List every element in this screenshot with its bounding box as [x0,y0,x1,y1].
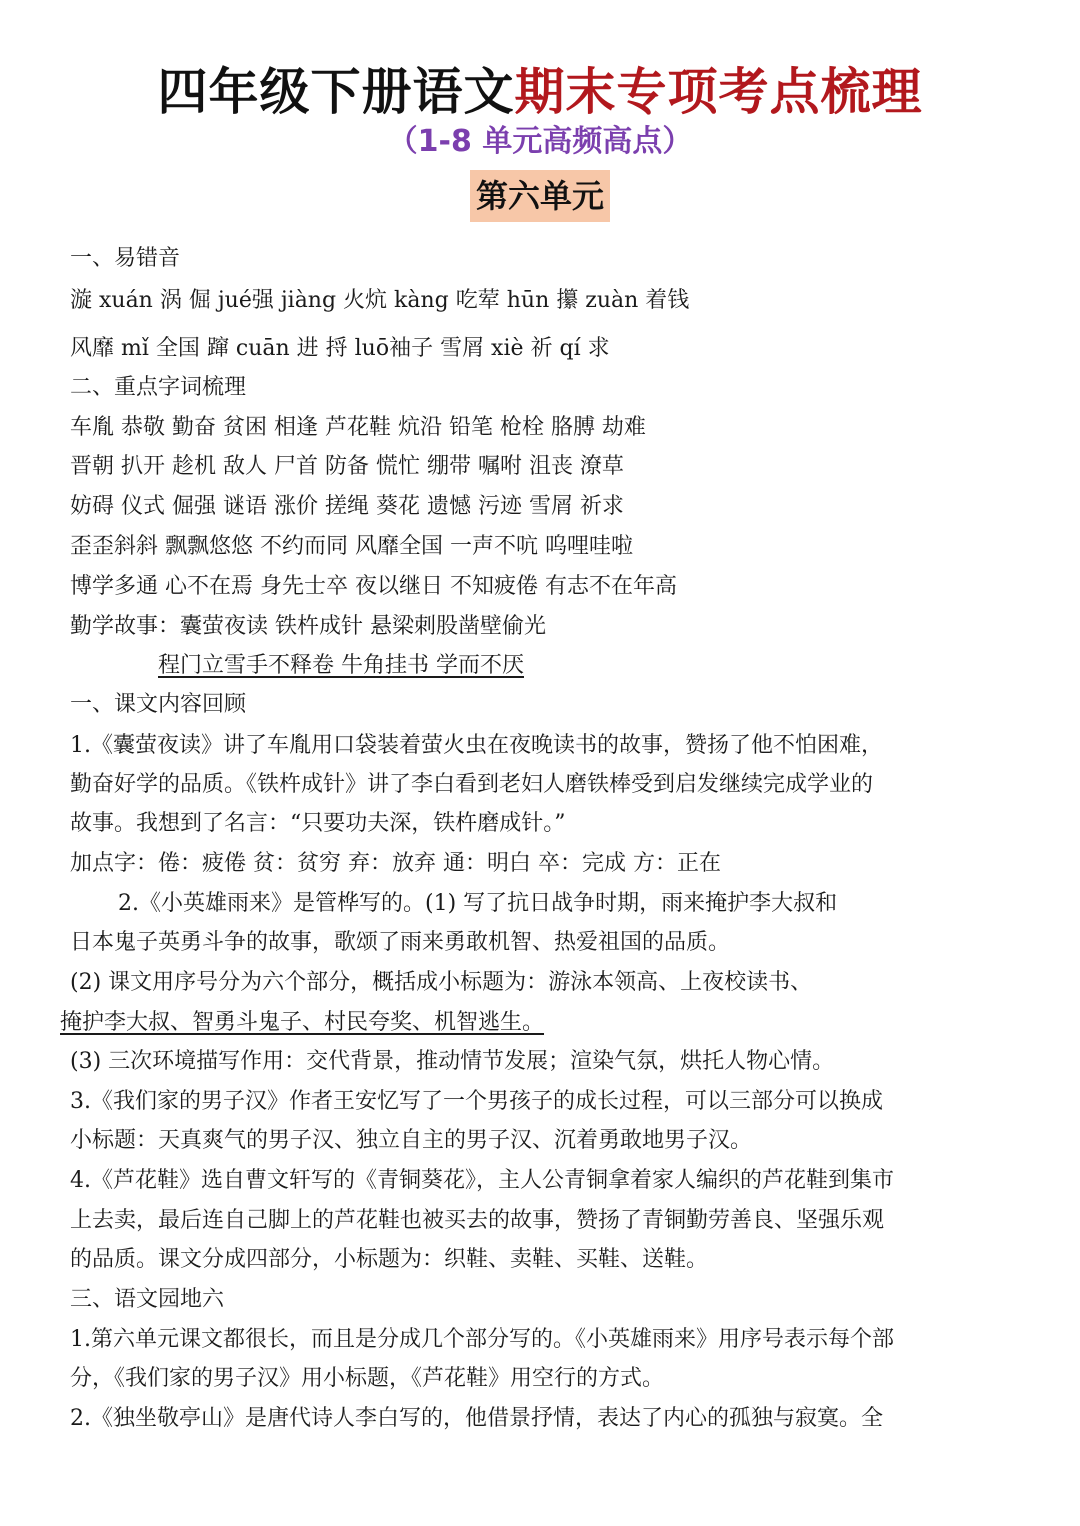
text-line: 一、易错音 [70,246,181,271]
page-title [0,52,1080,124]
text-line: 车胤 恭敬 勤奋 贫困 相逢 芦花鞋 炕沿 铅笔 枪栓 胳膊 劫难 [70,415,646,440]
text-line: 1.第六单元课文都很长，而且是分成几个部分写的。《小英雄雨来》用序号表示每个部 [70,1327,894,1352]
text-line: 1.《囊萤夜读》讲了车胤用口袋装着萤火虫在夜晚读书的故事，赞扬了他不怕困难， [70,733,883,758]
text-line: 上去卖，最后连自己脚上的芦花鞋也被买去的故事，赞扬了青铜勤劳善良、坚强乐观 [70,1208,885,1233]
text-line: 二、重点字词梳理 [70,375,247,400]
title-part-black: 四年级下册语文 [157,63,515,121]
text-line: 小标题：天真爽气的男子汉、独立自主的男子汉、沉着勇敢地男子汉。 [70,1128,753,1153]
text-line: 的品质。课文分成四部分，小标题为：织鞋、卖鞋、买鞋、送鞋。 [70,1247,709,1272]
text-line: 勤学故事：囊萤夜读 铁杵成针 悬梁刺股凿壁偷光 [70,614,546,639]
text-line: 歪歪斜斜 飘飘悠悠 不约而同 风靡全国 一声不吭 呜哩哇啦 [70,534,633,559]
text-line: (3) 三次环境描写作用：交代背景，推动情节发展；渲染气氛，烘托人物心情。 [70,1049,835,1074]
text-line: 加点字：倦：疲倦 贫：贫穷 弃：放弃 通：明白 卒：完成 方：正在 [70,851,721,876]
text-line: 分，《我们家的男子汉》用小标题，《芦花鞋》用空行的方式。 [70,1366,665,1391]
text-line: 2.《独坐敬亭山》是唐代诗人李白写的，他借景抒情，表达了内心的孤独与寂寞。全 [70,1406,883,1431]
text-line: 故事。我想到了名言：“只要功夫深，铁杵磨成针。” [70,811,566,836]
text-line: 日本鬼子英勇斗争的故事，歌颂了雨来勇敢机智、热爱祖国的品质。 [70,930,731,955]
text-line: 漩 xuán 涡 倔 jué强 jiàng 火炕 kàng 吃荤 hūn 攥 zuàn 着钱 [70,288,690,313]
text-line: 博学多通 心不在焉 身先士卒 夜以继日 不知疲倦 有志不在年高 [70,574,677,599]
text-line: 4.《芦花鞋》选自曹文轩写的《青铜葵花》，主人公青铜拿着家人编织的芦花鞋到集市 [70,1168,894,1193]
unit-heading [0,170,1080,222]
text-line: 三、语文园地六 [70,1287,225,1312]
text-line: 勤奋好学的品质。《铁杵成针》讲了李白看到老妇人磨铁棒受到启发继续完成学业的 [70,772,874,797]
text-line: 妨碍 仪式 倔强 谜语 涨价 搓绳 葵花 遗憾 污迹 雪屑 祈求 [70,494,624,519]
text-line: 2.《小英雄雨来》是管桦写的。(1) 写了抗日战争时期，雨来掩护李大叔和 [118,891,838,916]
unit-title: 第六单元 [470,170,610,222]
text-line: 一、课文内容回顾 [70,692,247,717]
text-line: (2) 课文用序号分为六个部分，概括成小标题为：游泳本领高、上夜校读书、 [70,970,813,995]
title-part-red: 期末专项考点梳理 [514,63,923,121]
text-line: 风靡 mǐ 全国 蹿 cuān 进 捋 luō袖子 雪屑 xiè 祈 qí 求 [70,336,610,361]
text-line: 掩护李大叔、智勇斗鬼子、村民夸奖、机智逃生。 [60,1010,545,1035]
text-line: 程门立雪手不释卷 牛角挂书 学而不厌 [158,653,524,678]
text-line: 晋朝 扒开 趁机 敌人 尸首 防备 慌忙 绷带 嘱咐 沮丧 潦草 [70,454,624,479]
text-line: 3.《我们家的男子汉》作者王安忆写了一个男孩子的成长过程，可以三部分可以换成 [70,1089,883,1114]
page-subtitle: （1-8 单元高频高点） [387,124,693,159]
